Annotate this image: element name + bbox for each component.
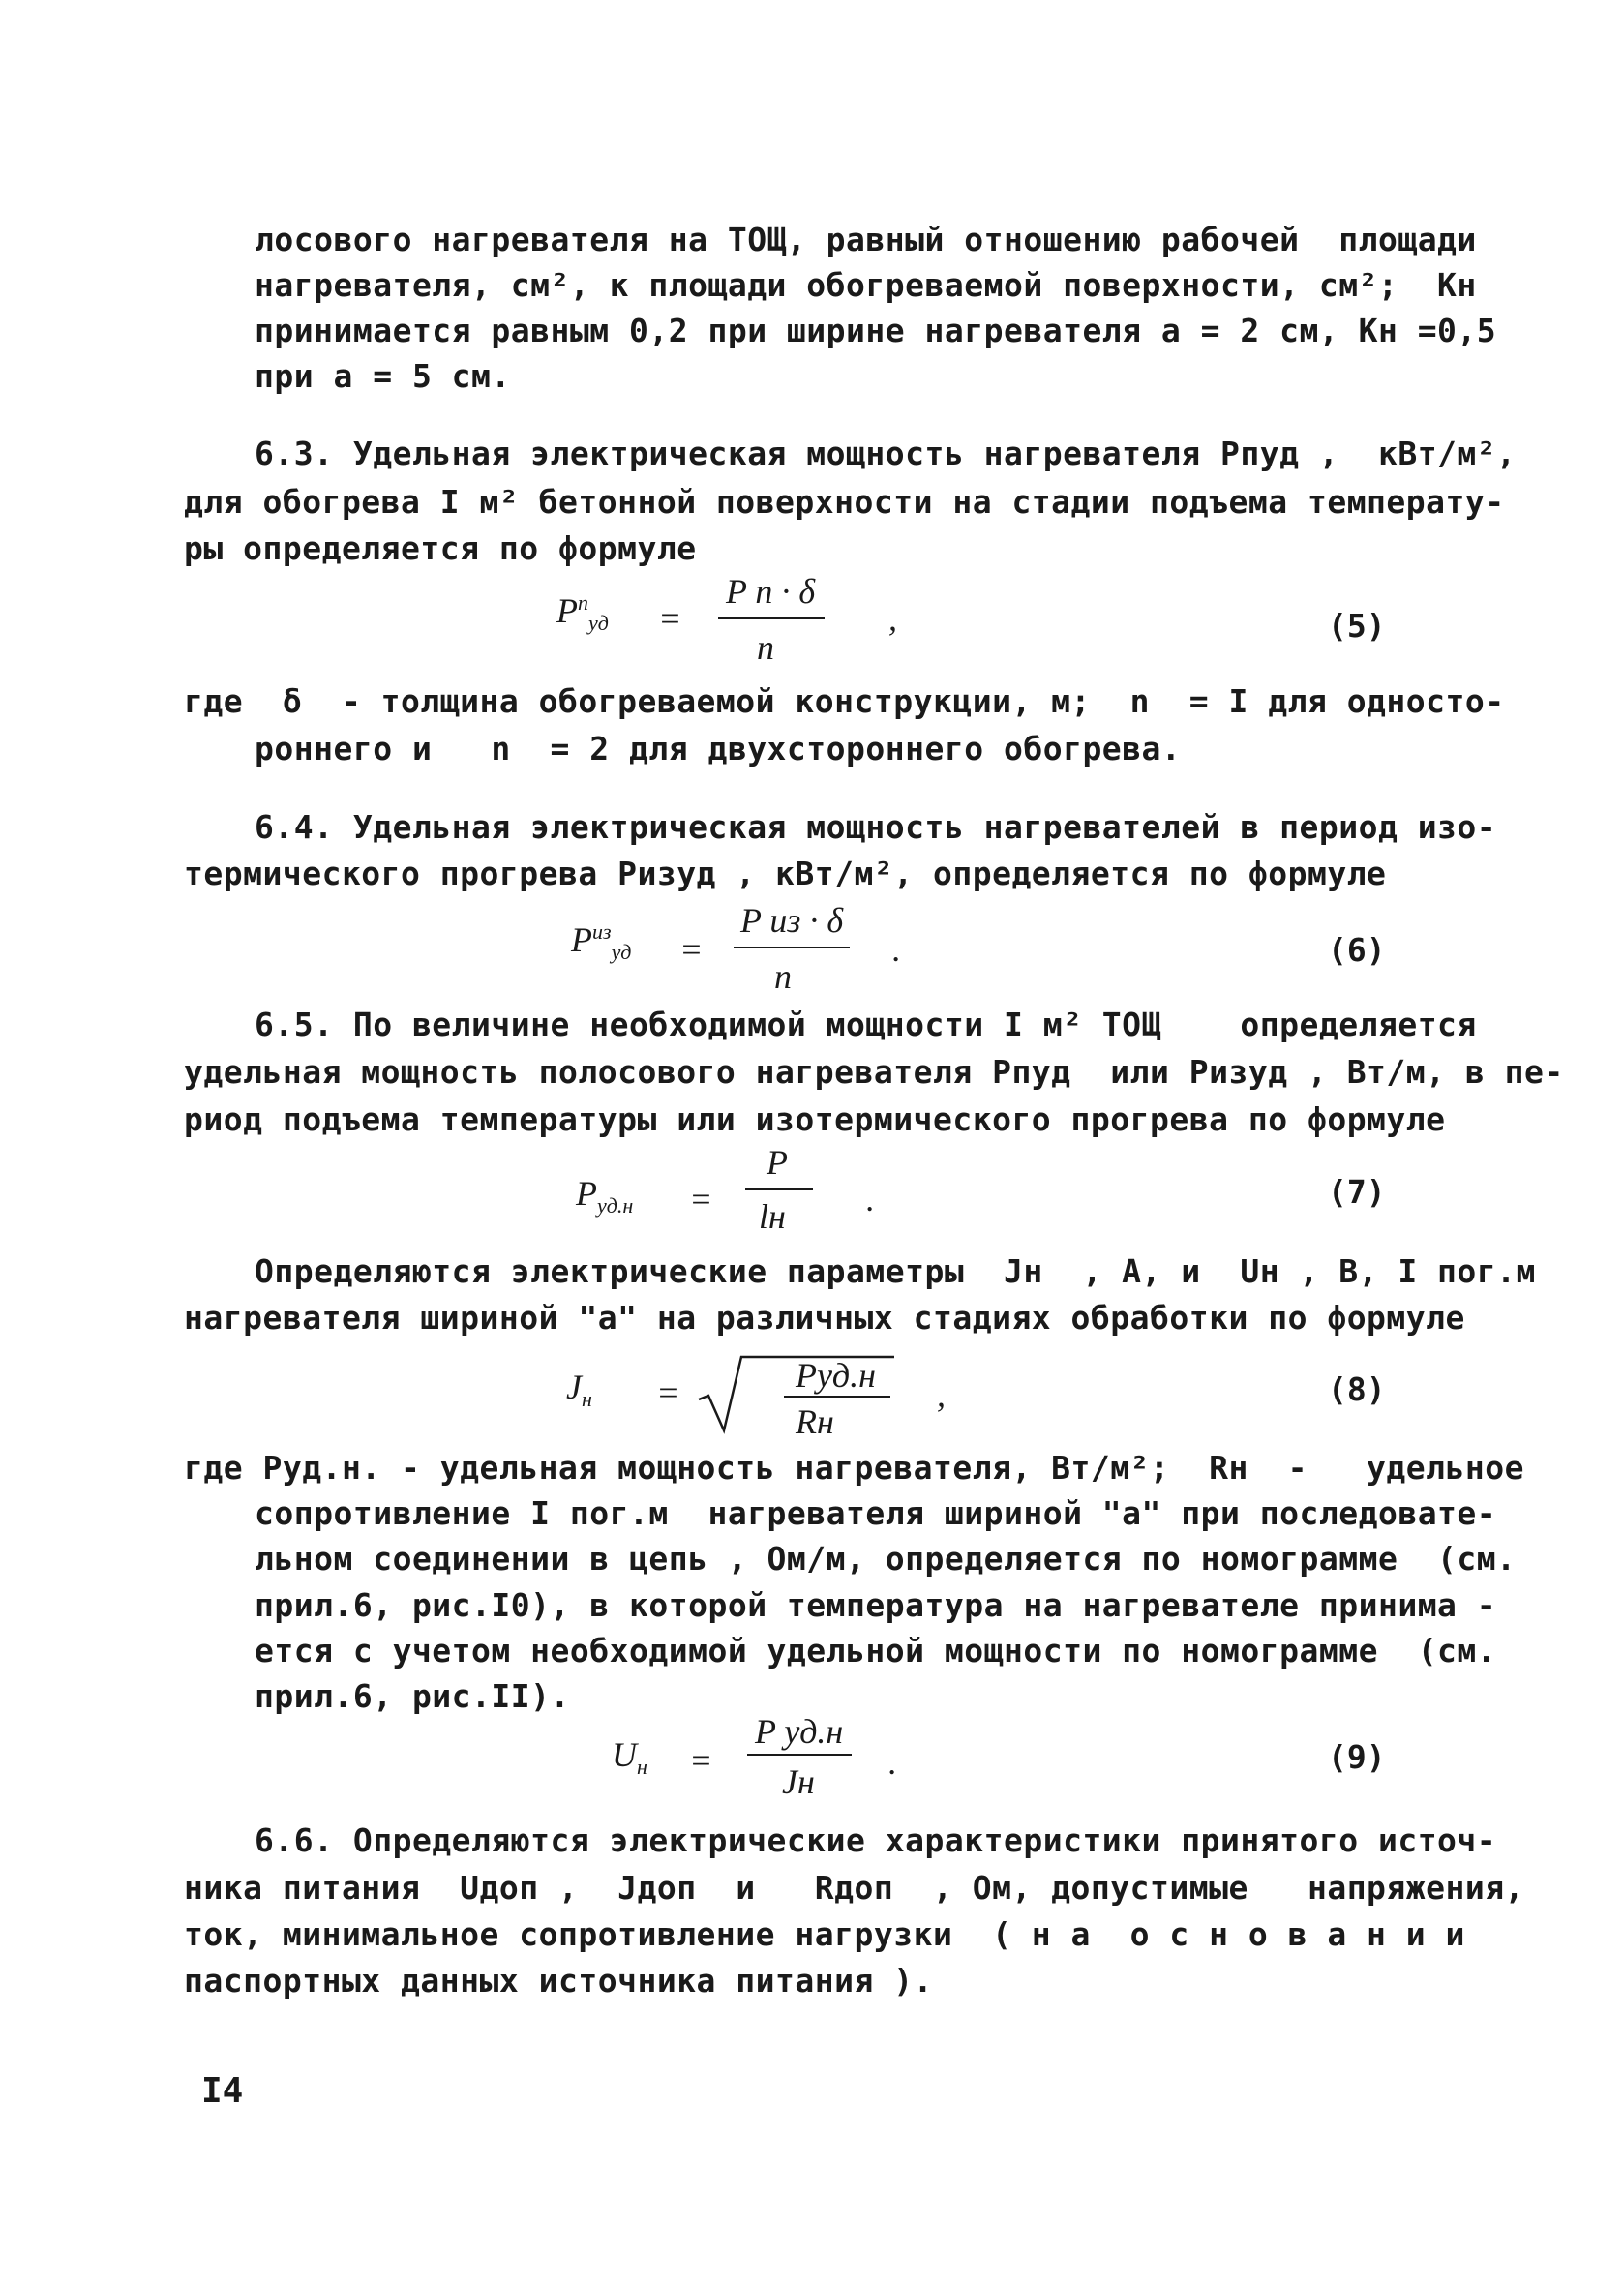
text-line: где δ - толщина обогреваемой конструкции, м; n = I для односто- bbox=[184, 682, 1505, 720]
fraction-bar bbox=[784, 1396, 890, 1398]
text-line: ника питания Uдоп , Jдоп и Rдоп , Ом, допустимые напряжения, bbox=[184, 1869, 1525, 1907]
formula-8-lhs bbox=[566, 1367, 592, 1412]
formula-6-numerator: P из · δ bbox=[740, 901, 844, 940]
text-line: 6.5. По величине необходимой мощности I м² ТОЩ определяется bbox=[255, 1006, 1477, 1043]
equals-sign: = bbox=[679, 930, 704, 969]
text-line: принимается равным 0,2 при ширине нагревателя а = 2 см, Кн =0,5 bbox=[255, 312, 1497, 349]
formula-subscript: н bbox=[637, 1755, 647, 1780]
page-number: I4 bbox=[201, 2071, 244, 2111]
text-line: прил.6, рис.II). bbox=[255, 1677, 570, 1715]
text-line: прил.6, рис.I0), в которой температура на нагревателе принима - bbox=[255, 1586, 1497, 1624]
formula-subscript: уд.н bbox=[597, 1193, 634, 1218]
text-line: Определяются электрические параметры Jн , А, и Uн , В, I пог.м bbox=[255, 1252, 1536, 1290]
formula-9-tail: . bbox=[888, 1743, 897, 1782]
equation-number-8: (8) bbox=[1328, 1370, 1386, 1408]
formula-7-lhs bbox=[576, 1173, 633, 1218]
equals-sign: = bbox=[689, 1741, 713, 1780]
text-line: ры определяется по формуле bbox=[184, 529, 697, 567]
formula-9-numerator: P уд.н bbox=[755, 1712, 844, 1751]
formula-symbol: U bbox=[612, 1735, 637, 1774]
text-line: термического прогрева Ризуд , кВт/м², определяется по формуле bbox=[184, 855, 1387, 892]
equation-number-6: (6) bbox=[1328, 931, 1386, 969]
text-line: при а = 5 см. bbox=[255, 357, 511, 395]
text-line: льном соединении в цепь , Ом/м, определяется по номограмме (см. bbox=[255, 1540, 1517, 1578]
formula-6-tail: . bbox=[892, 930, 901, 969]
fraction-bar bbox=[718, 617, 825, 619]
formula-9-denominator: Jн bbox=[782, 1762, 815, 1801]
formula-superscript: п bbox=[578, 590, 588, 615]
fraction-bar bbox=[745, 1188, 813, 1190]
text-line: ток, минимальное сопротивление нагрузки ( н а о с н о в а н и и bbox=[184, 1915, 1465, 1953]
text-line: лосового нагревателя на ТОЩ, равный отношению рабочей площади bbox=[255, 221, 1477, 258]
formula-7-numerator: P bbox=[767, 1143, 788, 1182]
formula-subscript: уд bbox=[588, 611, 609, 636]
text-line: нагревателя, см², к площади обогреваемой поверхности, см²; Кн bbox=[255, 266, 1477, 304]
text-line: нагревателя шириной "а" на различных стадиях обработки по формуле bbox=[184, 1299, 1465, 1337]
text-line: удельная мощность полосового нагревателя Рпуд или Ризуд , Вт/м, в пе- bbox=[184, 1053, 1564, 1091]
equals-sign: = bbox=[656, 1373, 680, 1412]
equation-number-7: (7) bbox=[1328, 1173, 1386, 1211]
formula-5-lhs bbox=[556, 590, 609, 636]
text-line: 6.3. Удельная электрическая мощность нагревателя Рпуд , кВт/м², bbox=[255, 435, 1517, 472]
text-line: паспортных данных источника питания ). bbox=[184, 1962, 933, 2000]
formula-8-denominator: Rн bbox=[796, 1402, 834, 1441]
text-line: ется с учетом необходимой удельной мощности по номограмме (см. bbox=[255, 1632, 1497, 1669]
text-line: сопротивление I пог.м нагревателя шириной "а" при последовате- bbox=[255, 1494, 1497, 1532]
text-line: 6.4. Удельная электрическая мощность нагревателей в период изо- bbox=[255, 808, 1497, 846]
fraction-bar bbox=[734, 947, 850, 948]
equation-number-9: (9) bbox=[1328, 1738, 1386, 1776]
formula-9-lhs bbox=[612, 1734, 647, 1780]
formula-superscript: из bbox=[592, 919, 612, 944]
text-line: риод подъема температуры или изотермического прогрева по формуле bbox=[184, 1100, 1446, 1138]
formula-6-lhs bbox=[571, 919, 631, 965]
formula-8-tail: , bbox=[937, 1375, 946, 1414]
formula-5-numerator: P п · δ bbox=[726, 572, 816, 611]
text-line: 6.6. Определяются электрические характеристики принятого источ- bbox=[255, 1821, 1497, 1859]
text-line: роннего и n = 2 для двухстороннего обогрева. bbox=[255, 730, 1182, 767]
formula-6-denominator: n bbox=[774, 957, 792, 996]
fraction-bar bbox=[747, 1754, 852, 1756]
text-line: где Руд.н. - удельная мощность нагревателя, Вт/м²; Rн - удельное bbox=[184, 1449, 1525, 1487]
formula-7-tail: . bbox=[866, 1180, 875, 1218]
formula-5-denominator: n bbox=[757, 628, 774, 667]
formula-7-denominator: lн bbox=[759, 1197, 786, 1236]
formula-symbol: P bbox=[576, 1174, 597, 1213]
equation-number-5: (5) bbox=[1328, 607, 1386, 645]
formula-8-numerator: Pуд.н bbox=[796, 1356, 876, 1395]
formula-symbol: P bbox=[556, 591, 578, 630]
formula-subscript: уд bbox=[611, 940, 632, 965]
formula-subscript: н bbox=[581, 1387, 592, 1412]
formula-symbol: P bbox=[571, 920, 592, 959]
formula-5-tail: , bbox=[888, 599, 897, 638]
formula-symbol: J bbox=[566, 1368, 582, 1406]
equals-sign: = bbox=[689, 1180, 713, 1218]
equals-sign: = bbox=[658, 599, 682, 638]
text-line: для обогрева I м² бетонной поверхности на стадии подъема температу- bbox=[184, 483, 1505, 521]
